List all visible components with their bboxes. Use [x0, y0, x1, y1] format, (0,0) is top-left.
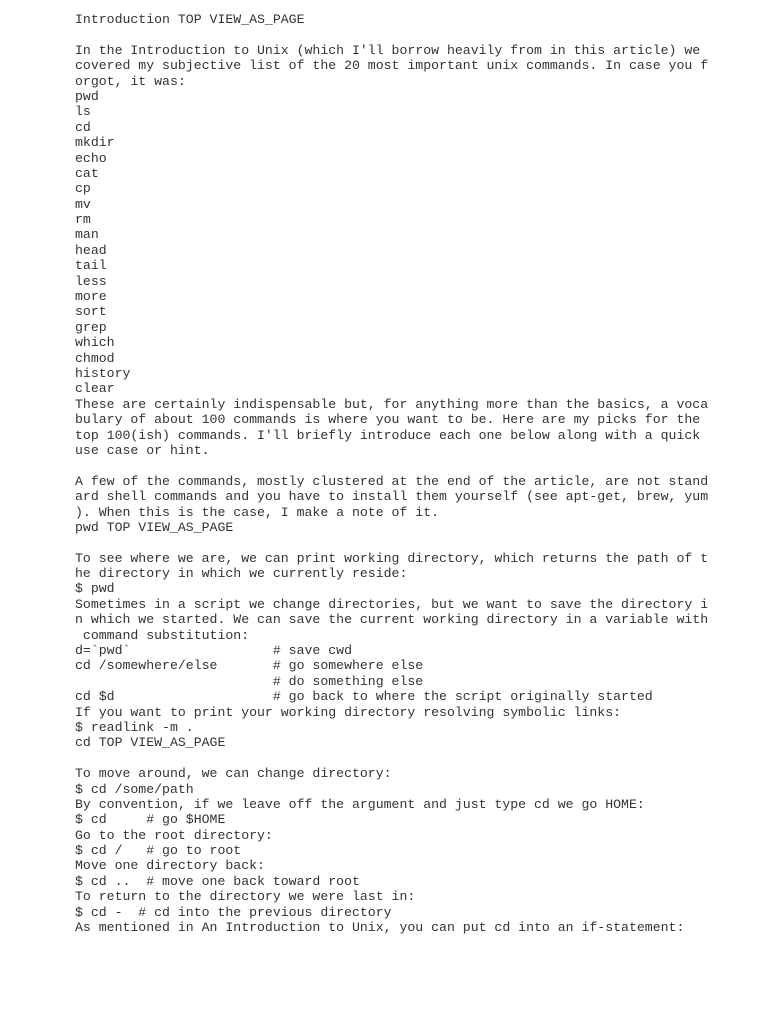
text-line: top 100(ish) commands. I'll briefly introduce each one below along with a quick — [75, 427, 701, 443]
text-line: These are certainly indispensable but, for anything more than the basics, a voca — [75, 396, 709, 412]
text-line: rm — [75, 212, 91, 228]
text-line: echo — [75, 150, 107, 166]
text-line: As mentioned in An Introduction to Unix, you can put cd into an if-statement: — [75, 920, 685, 936]
text-line: If you want to print your working directory resolving symbolic links: — [75, 704, 622, 720]
text-line: man — [75, 227, 99, 243]
text-line: ). When this is the case, I make a note of it. — [75, 504, 440, 520]
text-line: # do something else — [75, 673, 424, 689]
text-line: In the Introduction to Unix (which I'll borrow heavily from in this article) we — [75, 42, 701, 58]
text-line: cp — [75, 181, 91, 197]
text-line: grep — [75, 319, 107, 335]
text-line — [75, 535, 755, 550]
text-line: To return to the directory we were last in: — [75, 889, 416, 905]
text-line: history — [75, 365, 131, 381]
text-line: $ readlink -m . — [75, 719, 194, 735]
text-line: $ cd / # go to root — [75, 843, 242, 859]
text-line: ard shell commands and you have to install them yourself (see apt-get, brew, yum — [75, 489, 709, 505]
text-line: cd — [75, 119, 91, 135]
text-line: $ pwd — [75, 581, 115, 597]
text-line: command substitution: — [75, 627, 250, 643]
text-line: covered my subjective list of the 20 most important unix commands. In case you f — [75, 58, 709, 74]
text-line: $ cd - # cd into the previous directory — [75, 904, 392, 920]
text-line — [75, 27, 755, 42]
text-line: use case or hint. — [75, 442, 210, 458]
text-line: tail — [75, 258, 107, 274]
text-line: Sometimes in a script we change directories, but we want to save the directory i — [75, 596, 709, 612]
text-line: head — [75, 242, 107, 258]
text-line: he directory in which we currently reside: — [75, 566, 408, 582]
text-line: A few of the commands, mostly clustered at the end of the article, are not stand — [75, 473, 709, 489]
text-line — [75, 458, 755, 473]
text-line: clear — [75, 381, 115, 397]
text-line: d=`pwd` # save cwd — [75, 643, 352, 659]
text-line: To move around, we can change directory: — [75, 766, 392, 782]
text-line: cd $d # go back to where the script originally started — [75, 689, 653, 705]
text-line: bulary of about 100 commands is where you want to be. Here are my picks for the — [75, 412, 701, 428]
text-line: less — [75, 273, 107, 289]
text-line: cd TOP VIEW_AS_PAGE — [75, 735, 226, 751]
text-line: chmod — [75, 350, 115, 366]
text-line: cd /somewhere/else # go somewhere else — [75, 658, 424, 674]
text-line: mkdir — [75, 135, 115, 151]
text-line: cat — [75, 165, 99, 181]
text-line: which — [75, 335, 115, 351]
text-line: mv — [75, 196, 91, 212]
text-line: Move one directory back: — [75, 858, 265, 874]
text-line: more — [75, 289, 107, 305]
text-line: sort — [75, 304, 107, 320]
text-line: orgot, it was: — [75, 73, 186, 89]
text-line: ls — [75, 104, 91, 120]
document-text — [75, 12, 755, 935]
text-line: $ cd # go $HOME — [75, 812, 226, 828]
text-line: Go to the root directory: — [75, 827, 273, 843]
text-line: Introduction TOP VIEW_AS_PAGE — [75, 12, 305, 27]
text-line: n which we started. We can save the current working directory in a variable with — [75, 612, 709, 628]
text-line — [75, 751, 755, 766]
text-line: pwd TOP VIEW_AS_PAGE — [75, 519, 234, 535]
text-line: By convention, if we leave off the argument and just type cd we go HOME: — [75, 796, 645, 812]
text-line: $ cd /some/path — [75, 781, 194, 797]
text-line: To see where we are, we can print working directory, which returns the path of t — [75, 550, 709, 566]
text-line: $ cd .. # move one back toward root — [75, 873, 360, 889]
text-line: pwd — [75, 88, 99, 104]
